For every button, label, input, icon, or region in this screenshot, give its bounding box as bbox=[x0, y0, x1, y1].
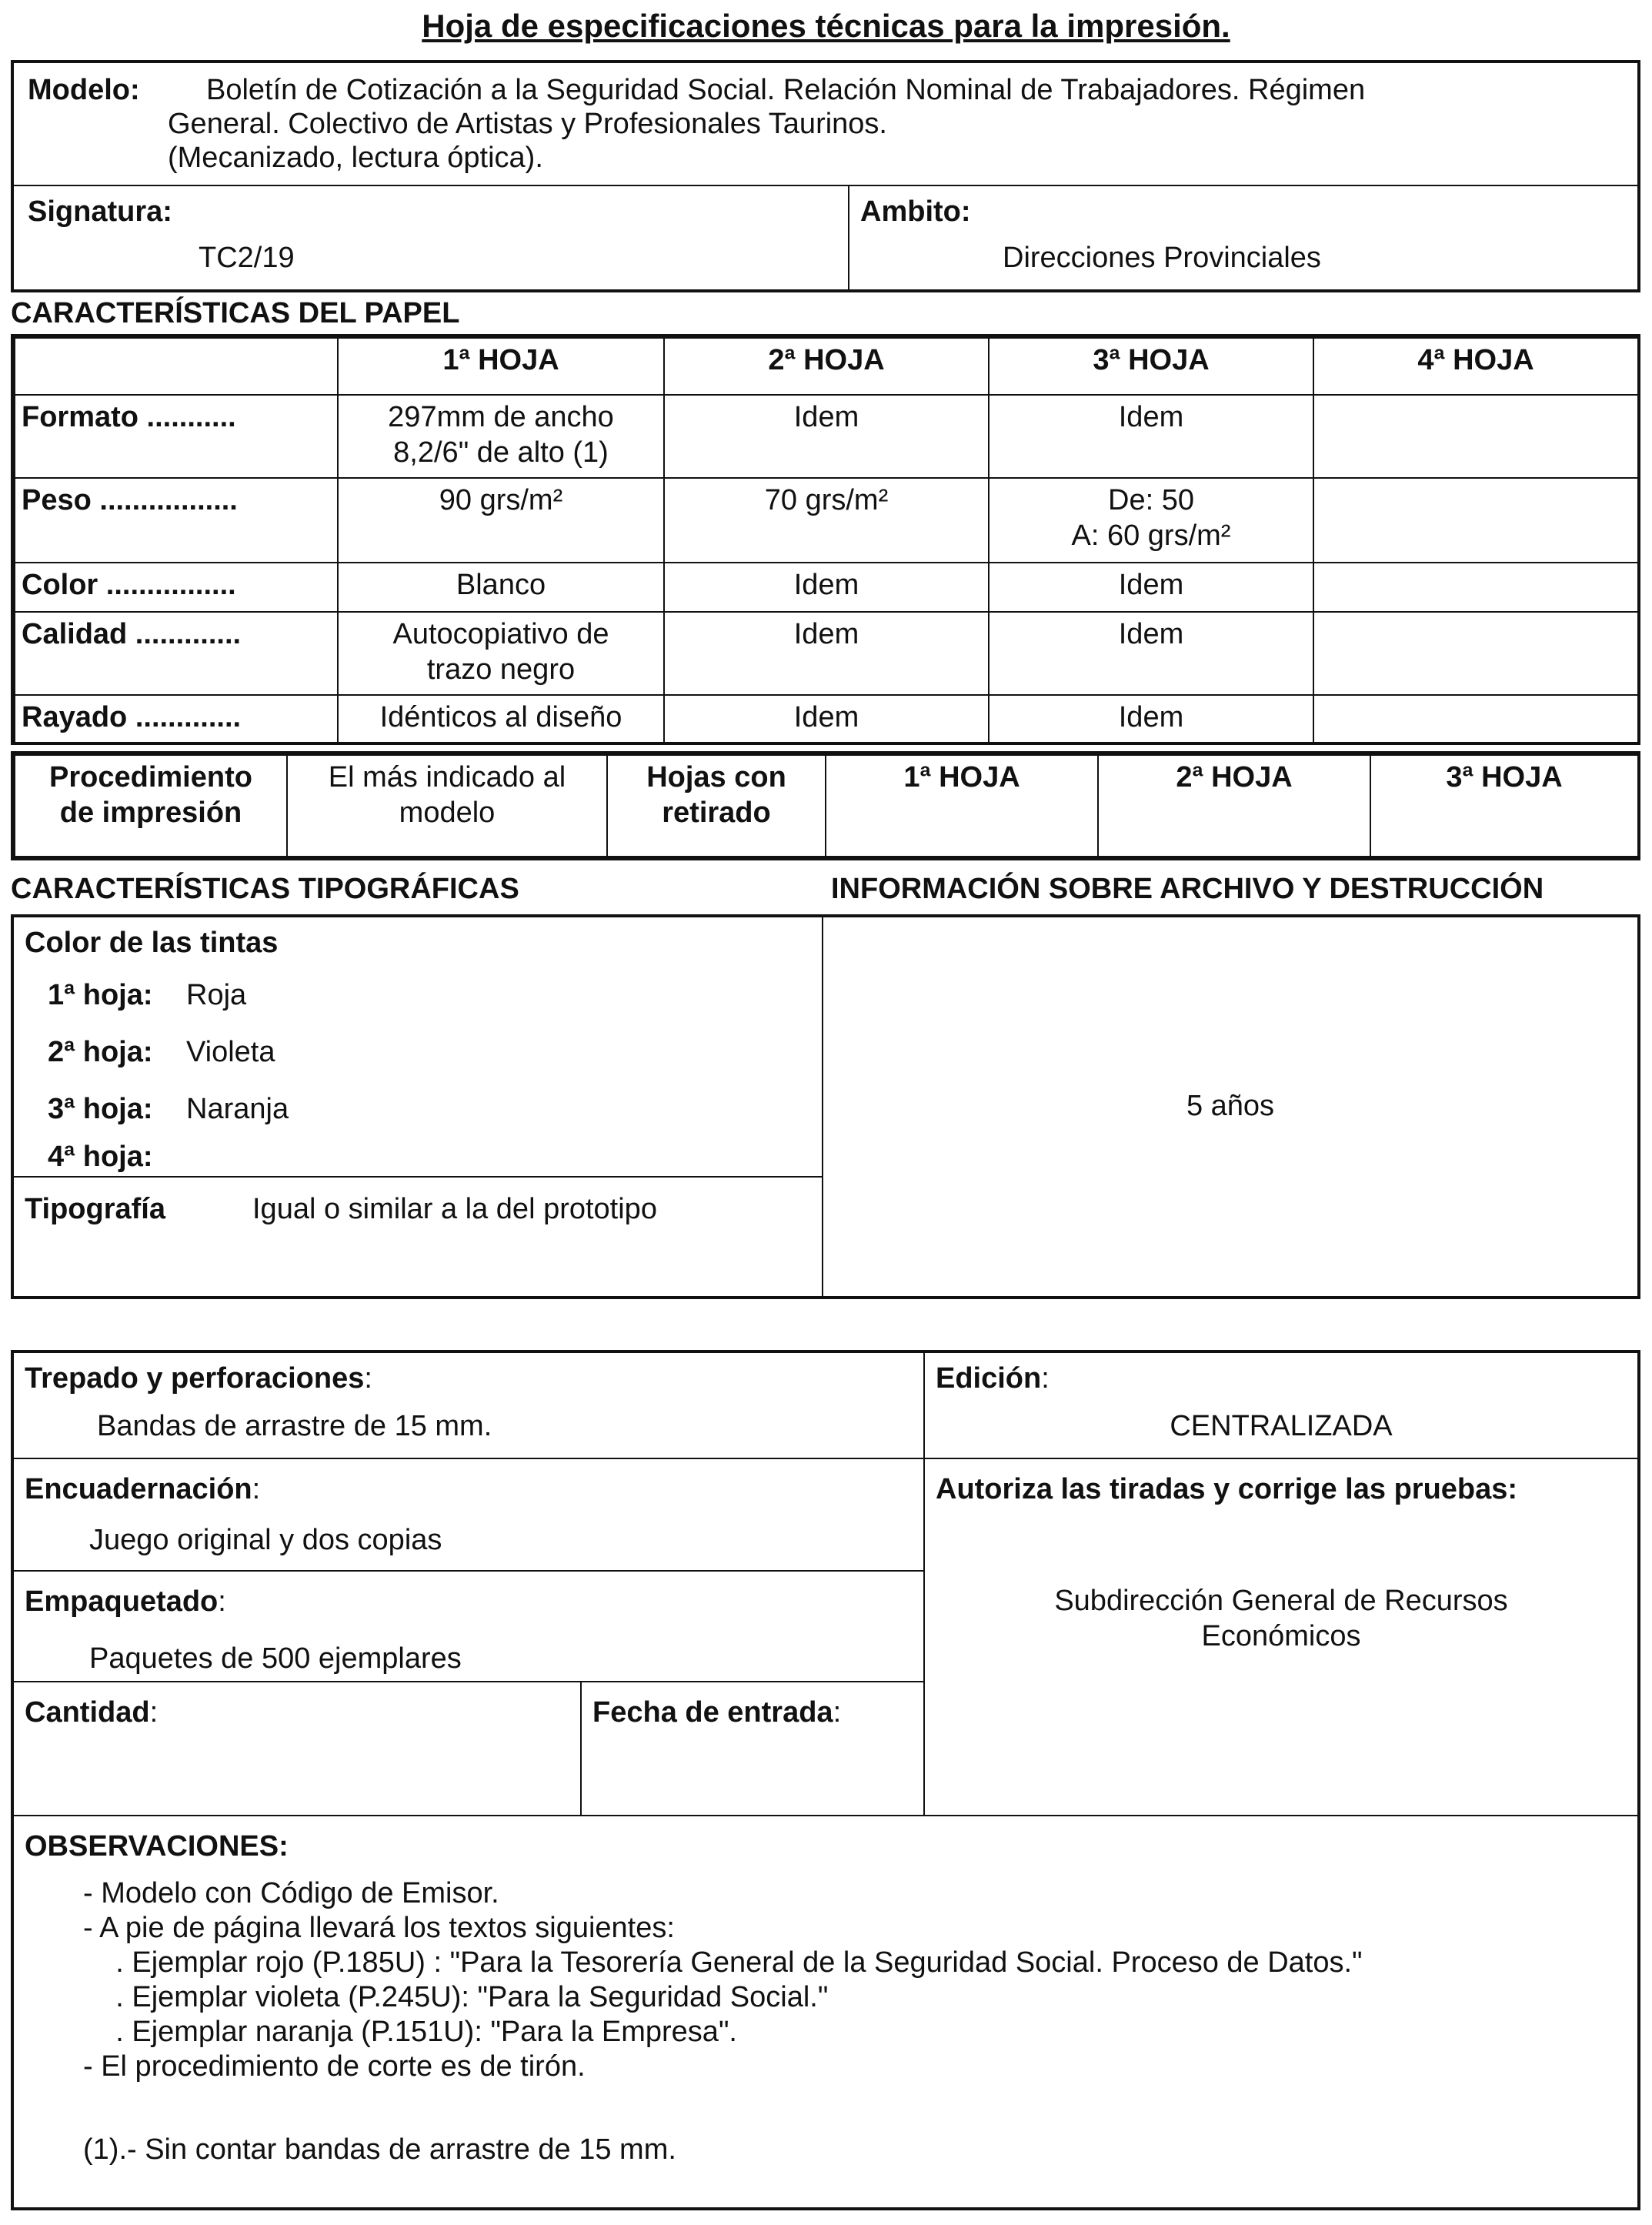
procedimiento-label: Procedimiento de impresión bbox=[15, 755, 287, 857]
observacion-line: (1).- Sin contar bandas de arrastre de 15 mm. bbox=[83, 2133, 676, 2166]
signatura-label: Signatura: bbox=[28, 195, 172, 228]
divider bbox=[14, 1681, 925, 1682]
edicion-label: Edición bbox=[936, 1362, 1042, 1395]
page-title: Hoja de especificaciones técnicas para la impresión. bbox=[422, 8, 1230, 44]
divider bbox=[14, 1458, 1637, 1459]
formato-hoja-1: 297mm de ancho 8,2/6" de alto (1) bbox=[338, 395, 664, 478]
divider bbox=[14, 1815, 1637, 1816]
row-label-formato: Formato ........... bbox=[15, 395, 338, 478]
modelo-block bbox=[11, 60, 1640, 292]
formato-hoja-4 bbox=[1313, 395, 1638, 478]
archivo-value: 5 años bbox=[1186, 1090, 1275, 1122]
observacion-line: . Ejemplar violeta (P.245U): "Para la Seguridad Social." bbox=[83, 1981, 829, 2013]
tipograficas-heading: CARACTERÍSTICAS TIPOGRÁFICAS bbox=[11, 873, 519, 905]
divider bbox=[848, 185, 849, 292]
tinta-hoja-1-label: 1ª hoja: bbox=[48, 979, 153, 1011]
empaquetado-label: Empaquetado bbox=[25, 1585, 219, 1618]
observacion-line bbox=[83, 2084, 1363, 2119]
peso-hoja-4 bbox=[1313, 478, 1638, 563]
fecha-heading bbox=[592, 1696, 841, 1729]
autoriza-label: Autoriza las tiradas y corrige las pruebas: bbox=[936, 1473, 1518, 1505]
observaciones-list bbox=[83, 1876, 1363, 2167]
cantidad-colon: : bbox=[149, 1696, 159, 1729]
observaciones-label: OBSERVACIONES: bbox=[25, 1830, 289, 1863]
observacion-line: - Modelo con Código de Emisor. bbox=[83, 1877, 499, 1909]
calidad-hoja-2: Idem bbox=[664, 612, 989, 695]
tinta-hoja-1-value: Roja bbox=[186, 979, 247, 1011]
calidad-hoja-1: Autocopiativo de trazo negro bbox=[338, 612, 664, 695]
rayado-hoja-1: Idénticos al diseño bbox=[338, 695, 664, 743]
row-label-peso: Peso ................. bbox=[15, 478, 338, 563]
modelo-line-3: (Mecanizado, lectura óptica). bbox=[168, 142, 543, 174]
papel-header-empty bbox=[15, 338, 338, 395]
row-label-color: Color ................ bbox=[15, 563, 338, 612]
trepado-value: Bandas de arrastre de 15 mm. bbox=[97, 1410, 492, 1442]
modelo-line-2: General. Colectivo de Artistas y Profesionales Taurinos. bbox=[168, 108, 887, 140]
signatura-value: TC2/19 bbox=[199, 242, 295, 274]
formato-hoja-2: Idem bbox=[664, 395, 989, 478]
peso-hoja-3: De: 50 A: 60 grs/m² bbox=[989, 478, 1313, 563]
tipografia-label: Tipografía bbox=[25, 1193, 165, 1225]
tinta-hoja-3-label: 3ª hoja: bbox=[48, 1093, 153, 1125]
tinta-hoja-3-value: Naranja bbox=[186, 1093, 289, 1125]
calidad-hoja-4 bbox=[1313, 612, 1638, 695]
produccion-block bbox=[11, 1350, 1640, 2210]
edicion-colon: : bbox=[1041, 1362, 1050, 1395]
modelo-label: Modelo: bbox=[28, 74, 140, 106]
divider bbox=[580, 1681, 582, 1815]
encuadernacion-label: Encuadernación bbox=[25, 1473, 252, 1505]
empaquetado-value: Paquetes de 500 ejemplares bbox=[89, 1642, 462, 1675]
encuadernacion-heading bbox=[25, 1473, 260, 1506]
procedimiento-table bbox=[14, 754, 1639, 857]
retirado-hoja-2: 2ª HOJA bbox=[1098, 755, 1370, 857]
rayado-hoja-4 bbox=[1313, 695, 1638, 743]
rayado-hoja-2: Idem bbox=[664, 695, 989, 743]
retirado-hoja-1: 1ª HOJA bbox=[826, 755, 1098, 857]
row-label-rayado: Rayado ............. bbox=[15, 695, 338, 743]
empaquetado-heading bbox=[25, 1585, 226, 1619]
trepado-heading bbox=[25, 1362, 372, 1395]
formato-hoja-3: Idem bbox=[989, 395, 1313, 478]
retirado-hoja-3: 3ª HOJA bbox=[1370, 755, 1638, 857]
divider bbox=[14, 1570, 925, 1572]
modelo-line-1: Boletín de Cotización a la Seguridad Social. Relación Nominal de Trabajadores. Régimen bbox=[206, 74, 1366, 106]
cantidad-heading bbox=[25, 1696, 158, 1729]
fecha-label: Fecha de entrada bbox=[592, 1696, 833, 1729]
edicion-heading bbox=[936, 1362, 1050, 1395]
observacion-line: - El procedimiento de corte es de tirón. bbox=[83, 2050, 586, 2083]
observacion-line: . Ejemplar rojo (P.185U) : "Para la Tesorería General de la Seguridad Social. Proceso de Datos." bbox=[83, 1946, 1363, 1979]
encuadernacion-value: Juego original y dos copias bbox=[89, 1524, 442, 1556]
fecha-colon: : bbox=[833, 1696, 842, 1729]
tinta-hoja-2-value: Violeta bbox=[186, 1036, 275, 1068]
papel-header-hoja-1: 1ª HOJA bbox=[338, 338, 664, 395]
encuadernacion-colon: : bbox=[252, 1473, 261, 1505]
papel-table bbox=[14, 337, 1639, 743]
row-label-calidad: Calidad ............. bbox=[15, 612, 338, 695]
ambito-label: Ambito: bbox=[860, 195, 971, 228]
tintas-label: Color de las tintas bbox=[25, 927, 279, 959]
papel-heading: CARACTERÍSTICAS DEL PAPEL bbox=[11, 297, 460, 329]
hojas-retirado-label: Hojas con retirado bbox=[607, 755, 826, 857]
tipograficas-block bbox=[11, 914, 1640, 1299]
peso-hoja-1: 90 grs/m² bbox=[338, 478, 664, 563]
autoriza-value: Subdirección General de Recursos Económicos bbox=[1054, 1585, 1508, 1652]
tinta-hoja-2-label: 2ª hoja: bbox=[48, 1036, 153, 1068]
trepado-label: Trepado y perforaciones bbox=[25, 1362, 365, 1395]
ambito-value: Direcciones Provinciales bbox=[1003, 242, 1321, 274]
papel-header-hoja-3: 3ª HOJA bbox=[989, 338, 1313, 395]
color-hoja-1: Blanco bbox=[338, 563, 664, 612]
color-hoja-4 bbox=[1313, 563, 1638, 612]
color-hoja-3: Idem bbox=[989, 563, 1313, 612]
procedimiento-frame bbox=[11, 751, 1640, 860]
procedimiento-value: El más indicado al modelo bbox=[287, 755, 607, 857]
divider bbox=[14, 1176, 823, 1178]
divider bbox=[14, 185, 1637, 186]
papel-table-frame bbox=[11, 334, 1640, 745]
trepado-colon: : bbox=[364, 1362, 372, 1395]
tinta-hoja-4-label: 4ª hoja: bbox=[48, 1141, 153, 1173]
empaquetado-colon: : bbox=[218, 1585, 226, 1618]
rayado-hoja-3: Idem bbox=[989, 695, 1313, 743]
edicion-value: CENTRALIZADA bbox=[1170, 1410, 1393, 1442]
peso-hoja-2: 70 grs/m² bbox=[664, 478, 989, 563]
observacion-line: - A pie de página llevará los textos siguientes: bbox=[83, 1912, 675, 1944]
calidad-hoja-3: Idem bbox=[989, 612, 1313, 695]
papel-header-hoja-2: 2ª HOJA bbox=[664, 338, 989, 395]
observacion-line: . Ejemplar naranja (P.151U): "Para la Empresa". bbox=[83, 2016, 737, 2048]
tipografia-value: Igual o similar a la del prototipo bbox=[252, 1193, 657, 1225]
papel-header-hoja-4: 4ª HOJA bbox=[1313, 338, 1638, 395]
cantidad-label: Cantidad bbox=[25, 1696, 150, 1729]
archivo-heading: INFORMACIÓN SOBRE ARCHIVO Y DESTRUCCIÓN bbox=[831, 873, 1544, 905]
color-hoja-2: Idem bbox=[664, 563, 989, 612]
